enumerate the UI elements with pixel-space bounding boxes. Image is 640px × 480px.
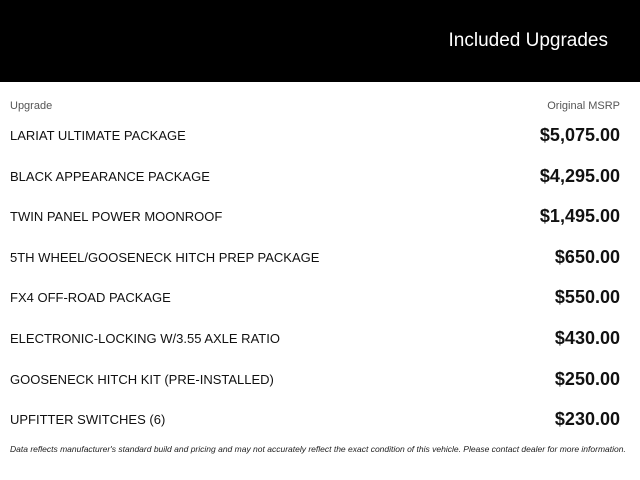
- column-header-msrp: Original MSRP: [547, 100, 620, 112]
- upgrade-name: BLACK APPEARANCE PACKAGE: [10, 168, 210, 184]
- upgrade-name: FX4 OFF-ROAD PACKAGE: [10, 290, 171, 306]
- upgrade-price: $430.00: [554, 327, 620, 348]
- page-title: Included Upgrades: [448, 30, 608, 51]
- upgrade-price: $230.00: [554, 409, 620, 430]
- table-header: [10, 99, 620, 115]
- table-row: [10, 319, 620, 360]
- upgrade-price: $5,075.00: [539, 125, 620, 145]
- upgrade-name: TWIN PANEL POWER MOONROOF: [10, 209, 223, 225]
- upgrades-list: [10, 116, 620, 441]
- upgrade-price: $650.00: [554, 246, 620, 267]
- disclaimer-text: Data reflects manufacturer's standard build and pricing and may not accurately reflect the exact condition of this vehicle. Please contact dealer for more information.: [10, 444, 626, 454]
- upgrade-name: UPFITTER SWITCHES (6): [10, 412, 166, 428]
- table-row: [10, 116, 620, 157]
- upgrade-price: $4,295.00: [539, 165, 620, 186]
- column-header-upgrade: Upgrade: [10, 100, 53, 112]
- upgrade-price: $1,495.00: [539, 206, 620, 227]
- upgrade-price: $550.00: [554, 287, 620, 308]
- upgrade-price: $250.00: [554, 368, 620, 389]
- table-row: [10, 238, 620, 279]
- table-row: [10, 157, 620, 198]
- table-row: [10, 360, 620, 401]
- upgrade-name: LARIAT ULTIMATE PACKAGE: [10, 128, 186, 143]
- upgrade-name: 5TH WHEEL/GOOSENECK HITCH PREP PACKAGE: [10, 249, 320, 265]
- upgrade-name: ELECTRONIC-LOCKING W/3.55 AXLE RATIO: [10, 330, 280, 346]
- header-bar: [0, 0, 640, 82]
- table-row: [10, 197, 620, 238]
- upgrade-name: GOOSENECK HITCH KIT (PRE-INSTALLED): [10, 371, 274, 387]
- table-row: [10, 400, 620, 441]
- table-row: [10, 278, 620, 319]
